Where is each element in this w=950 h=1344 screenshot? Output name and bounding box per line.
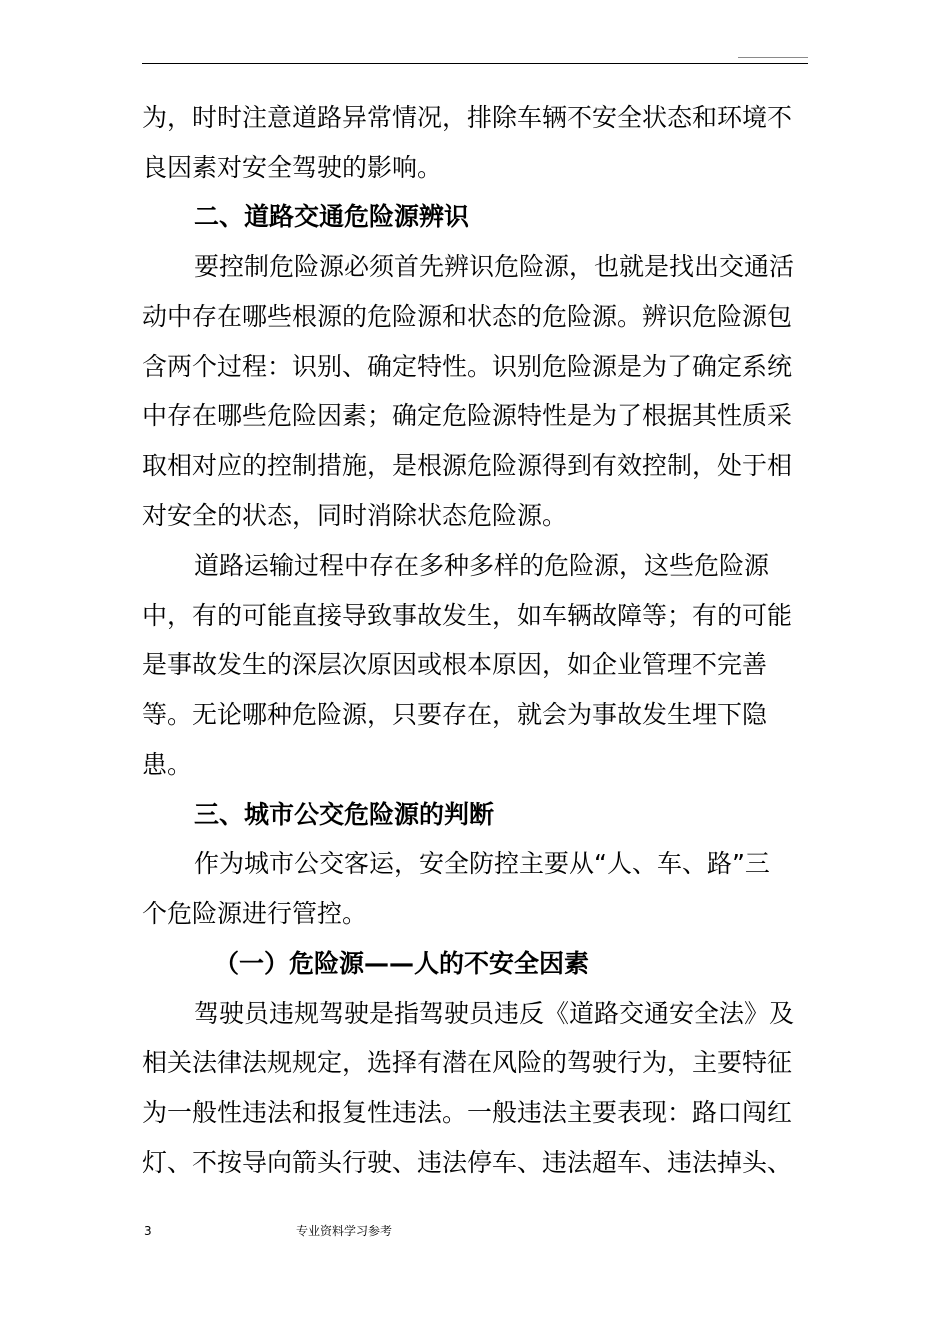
- header-rule: [142, 63, 808, 64]
- section-heading-2: 二、道路交通危险源辨识: [194, 202, 470, 231]
- body-line: 等。无论哪种危险源，只要存在，就会为事故发生埋下隐: [142, 700, 768, 729]
- footer-caption: 专业资料学习参考: [296, 1224, 393, 1238]
- body-line: 为一般性违法和报复性违法。一般违法主要表现：路口闯红: [142, 1098, 793, 1127]
- body-line: 灯、不按导向箭头行驶、违法停车、违法超车、违法掉头、: [142, 1148, 793, 1177]
- header-rule-thin: [738, 57, 808, 58]
- body-line: 要控制危险源必须首先辨识危险源，也就是找出交通活: [194, 252, 795, 281]
- body-line: 中，有的可能直接导致事故发生，如车辆故障等；有的可能: [142, 601, 793, 630]
- subsection-heading: （一）危险源——人的不安全因素: [214, 949, 590, 978]
- body-line: 良因素对安全驾驶的影响。: [142, 153, 443, 182]
- page-number: 3: [144, 1224, 152, 1238]
- body-line: 患。: [142, 750, 193, 779]
- body-line: 是事故发生的深层次原因或根本原因，如企业管理不完善: [142, 650, 768, 679]
- body-line: 作为城市公交客运，安全防控主要从“人、车、路”三: [194, 849, 770, 878]
- body-line: 中存在哪些危险因素；确定危险源特性是为了根据其性质采: [142, 401, 793, 430]
- body-line: 动中存在哪些根源的危险源和状态的危险源。辨识危险源包: [142, 302, 793, 331]
- body-line: 取相对应的控制措施，是根源危险源得到有效控制，处于相: [142, 451, 793, 480]
- body-line: 驾驶员违规驾驶是指驾驶员违反《道路交通安全法》及: [194, 999, 795, 1028]
- body-line: 对安全的状态，同时消除状态危险源。: [142, 501, 568, 530]
- body-line: 相关法律法规规定，选择有潜在风险的驾驶行为，主要特征: [142, 1048, 793, 1077]
- section-heading-3: 三、城市公交危险源的判断: [194, 800, 495, 829]
- body-line: 为，时时注意道路异常情况，排除车辆不安全状态和环境不: [142, 103, 793, 132]
- body-line: 个危险源进行管控。: [142, 899, 368, 928]
- body-line: 含两个过程：识别、确定特性。识别危险源是为了确定系统: [142, 352, 793, 381]
- body-line: 道路运输过程中存在多种多样的危险源，这些危险源: [194, 551, 770, 580]
